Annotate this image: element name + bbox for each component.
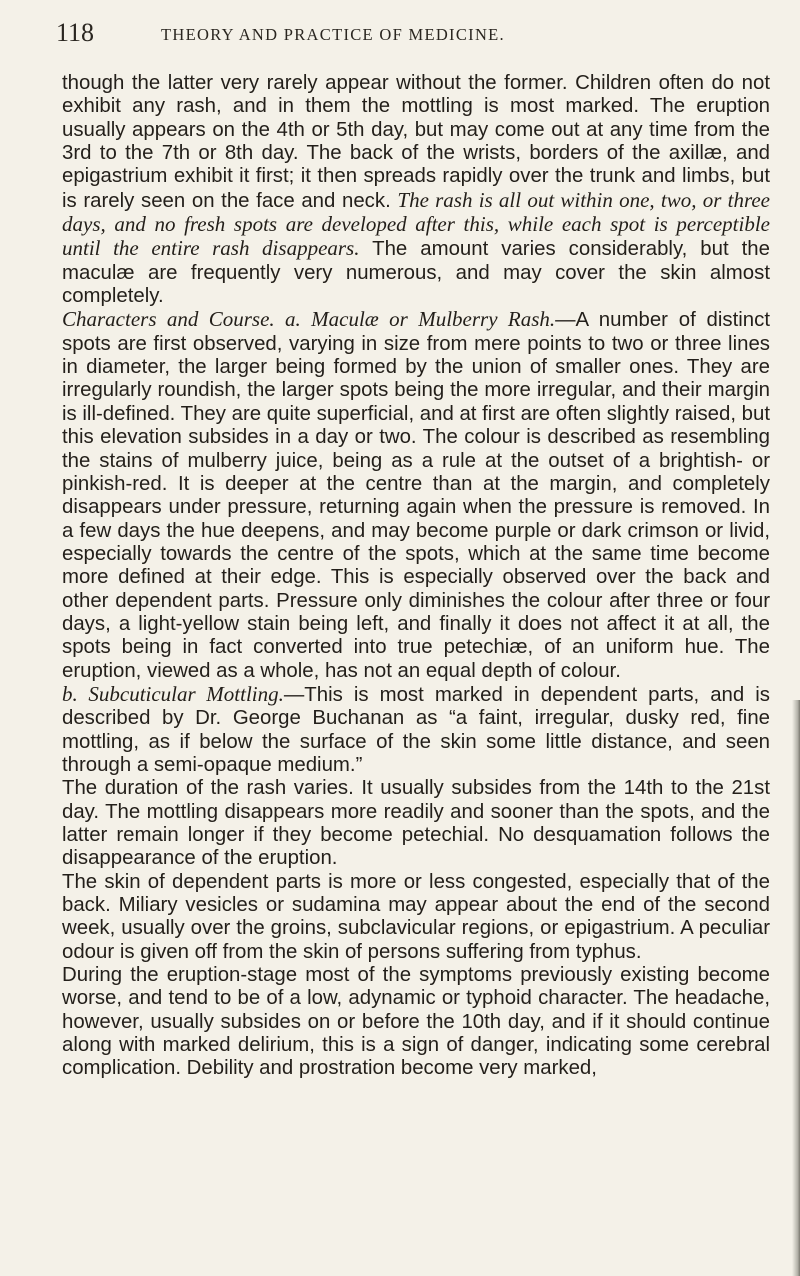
body-text	[62, 72, 770, 1081]
paragraph-rash-onset	[62, 72, 770, 308]
section-heading-mottling: b. Subcuticular Mottling.	[62, 681, 284, 706]
paragraph-skin-congestion: The skin of dependent parts is more or less congested, especially that of the back. Miliary vesicles or sudamina may appear about the end of the second week, usually over the groins, subclavicular regions, or epigastrium. A peculiar odour is given off from the skin of persons suffering from typhus.	[62, 870, 770, 963]
italic-emphasis: The rash is all out within one, two, or three days, and no fresh spots are developed after this, while each spot is perceptible until the entire rash disappears.	[62, 187, 770, 261]
paragraph-text: The amount varies considerably, but the maculæ are frequently very numerous, and may cover the skin almost completely.	[62, 238, 770, 308]
paragraph-text: though the latter very rarely appear without the former. Children often do not exhibit any rash, and in them the mottling is most marked. The eruption usually appears on the 4th or 5th day, but may come out at any time from the 3rd to the 7th or 8th day. The back of the wrists, borders of the axillæ, and epigastrium exhibit it first; it then spreads rapidly over the trunk and limbs, but is rarely seen on the face and neck.	[62, 72, 770, 212]
page-edge-shadow	[792, 700, 800, 1276]
paragraph-text: —A number of distinct spots are first observed, varying in size from mere points to two or three lines in diameter, the larger being formed by the union of smaller ones. They are irregularly roundish, the larger spots being the more irregular, and their margin is ill-defined. They are quite superficial, and at first are often slightly raised, but this elevation subsides in a day or two. The colour is described as resembling the stains of mulberry juice, being as a rule at the outset of a brightish- or pinkish-red. It is deeper at the centre than at the margin, and completely disappears under pressure, returning again when the pressure is removed. In a few days the hue deepens, and may become purple or dark crimson or livid, especially towards the centre of the spots, which at the same time become more defined at their edge. This is especially observed over the back and other dependent parts. Pressure only diminishes the colour after three or four days, a light-yellow stain being left, and finally it does not affect it at all, the spots being in fact converted into true petechiæ, of an uniform hue. The eruption, viewed as a whole, has not an equal depth of colour.	[62, 309, 770, 682]
paragraph-eruption-stage: During the eruption-stage most of the symptoms previously existing become worse, and tend to be of a low, adynamic or typhoid character. The headache, however, usually subsides on or before the 10th day, and if it should continue along with marked delirium, this is a sign of danger, indicating some cerebral complication. Debility and prostration become very marked,	[62, 964, 770, 1080]
page-header	[56, 18, 760, 48]
running-head: THEORY AND PRACTICE OF MEDICINE.	[161, 25, 505, 44]
page-number: 118	[56, 18, 95, 47]
paragraph-rash-duration: The duration of the rash varies. It usually subsides from the 14th to the 21st day. The mottling disappears more readily and sooner than the spots, and the latter remain longer if they become petechial. No desquamation follows the disappearance of the eruption.	[62, 777, 770, 870]
section-heading-maculae: Characters and Course. a. Maculæ or Mulberry Rash.	[62, 307, 556, 332]
paragraph-subcuticular-mottling	[62, 683, 770, 777]
paragraph-text: —This is most marked in dependent parts, and is described by Dr. George Buchanan as “a faint, irregular, dusky red, fine mottling, as if below the surface of the skin some little distance, and seen through a semi-opaque medium.”	[62, 683, 770, 776]
paragraph-mulberry-rash	[62, 308, 770, 683]
